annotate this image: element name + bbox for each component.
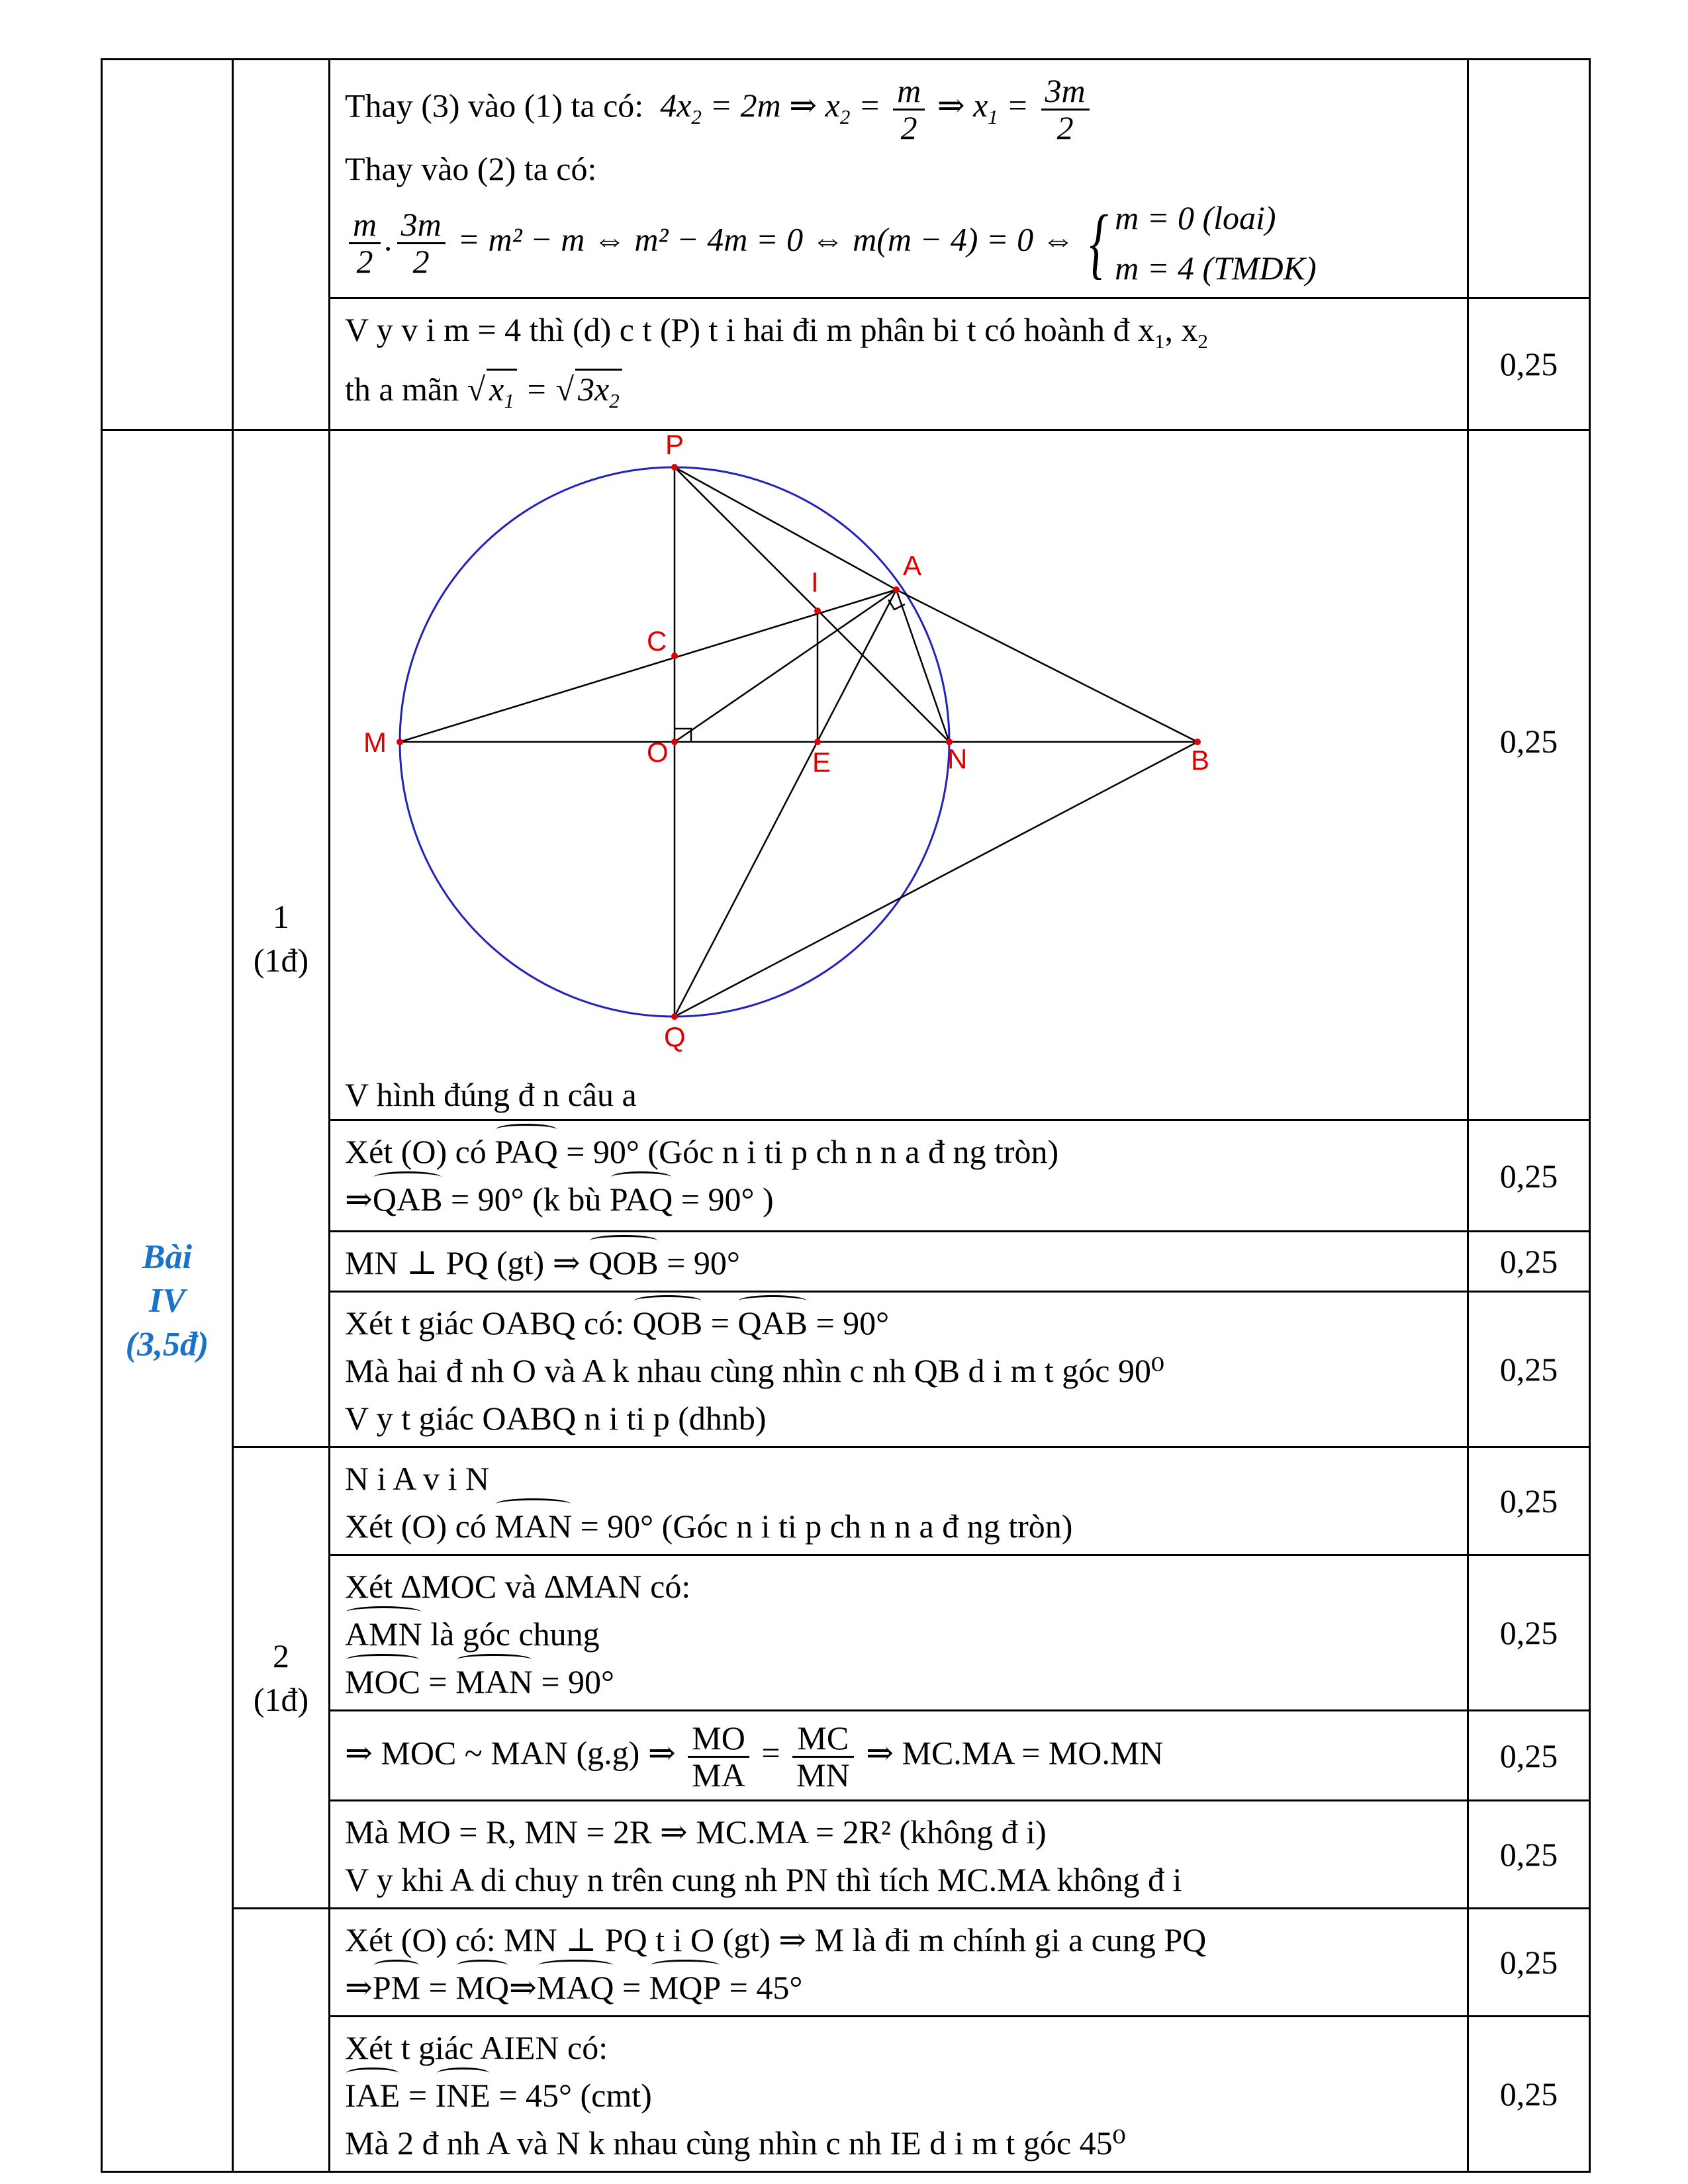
figure-cell — [330, 430, 1468, 1120]
math: x — [489, 371, 504, 408]
row1-line3: $\frac{m}{2}$ . $\frac{3m}{2}$ = m² − m ⇔ m² − 4m = 0 ⇔ m(m − 4) = 0 ⇔ { m = 0 (loai) m = 4 (TMDK) — [345, 193, 1452, 293]
angle: QOB — [633, 1299, 703, 1347]
part2-step2 — [330, 1555, 1468, 1711]
label-I: I — [811, 567, 819, 598]
angle: MAN — [455, 1658, 533, 1706]
score: 0,25 — [1468, 1232, 1590, 1292]
part2-label — [233, 1447, 330, 1909]
fraction — [792, 1721, 854, 1792]
sub: 1 — [1154, 330, 1165, 353]
bai-line1: Bài — [142, 1238, 193, 1276]
empty-cell — [102, 60, 233, 430]
line: Xét ∆MOC và ∆MAN có: — [345, 1568, 691, 1605]
figure-caption: V hình đúng đ n câu a — [345, 1076, 637, 1113]
text: là góc chung — [430, 1615, 600, 1653]
num: 3m — [397, 207, 445, 244]
text: = 90° ) — [680, 1181, 774, 1218]
line — [345, 1610, 1452, 1658]
label-Q: Q — [664, 1021, 686, 1052]
part-points: (1đ) — [253, 942, 309, 979]
sub: 1 — [504, 389, 514, 412]
line-PA — [675, 467, 896, 590]
text: = 90° — [541, 1663, 615, 1700]
math: = — [525, 371, 548, 408]
line — [345, 1658, 1452, 1706]
math: 4x — [660, 87, 692, 124]
label-A: A — [903, 550, 922, 581]
part1-label — [233, 430, 330, 1447]
den: 2 — [356, 242, 373, 280]
line: V y khi A di chuy n trên cung nh PN thì tích MC.MA không đ i — [345, 1861, 1182, 1898]
text: = — [622, 1969, 641, 2006]
angle: MQP — [649, 1964, 721, 2011]
score: 0,25 — [1468, 1120, 1590, 1232]
angle: QAB — [373, 1175, 443, 1223]
row1-line1 — [345, 73, 1452, 145]
part1-step1 — [330, 1120, 1468, 1232]
line: N i A v i N — [345, 1460, 490, 1497]
empty-cell — [1468, 60, 1590, 298]
conclusion-line2: th a mãn √ $x_1$ = √ $3x_2$ — [345, 365, 1452, 425]
label-C: C — [647, 625, 667, 657]
line — [345, 1299, 1452, 1347]
angle: PAQ — [610, 1175, 673, 1223]
sub: 2 — [691, 105, 702, 129]
geometry-figure — [330, 431, 1469, 1119]
text: ⇒ MOC ~ MAN (g.g) ⇒ — [345, 1734, 676, 1772]
conclusion-line1 — [345, 306, 1452, 365]
math: 3x — [578, 371, 610, 408]
sub: 2 — [839, 105, 851, 129]
text: Xét (O) có — [345, 1133, 487, 1170]
arc: MQ — [455, 1964, 509, 2011]
part-number: 1 — [273, 898, 289, 935]
num: MC — [792, 1721, 854, 1758]
num: m — [893, 73, 925, 111]
row1-work — [330, 60, 1468, 298]
text: = — [428, 1969, 447, 2006]
bai-label — [102, 430, 233, 2172]
case: m = 0 (loai) — [1115, 199, 1276, 236]
den: 2 — [900, 109, 917, 146]
angle: QAB — [737, 1299, 808, 1347]
fraction — [893, 73, 925, 145]
brace: { — [1089, 199, 1109, 287]
part3-step2 — [330, 2017, 1468, 2172]
line — [345, 1502, 1452, 1550]
angle: PAQ — [494, 1128, 557, 1175]
text: = — [710, 1304, 729, 1342]
math: = — [858, 87, 881, 124]
text: = 90° — [667, 1244, 740, 1281]
num: m — [349, 207, 381, 244]
line: Xét t giác AIEN có: — [345, 2029, 608, 2066]
text: = — [761, 1734, 780, 1772]
part2-step1 — [330, 1447, 1468, 1555]
label-O: O — [647, 737, 669, 768]
sub: 2 — [1197, 330, 1208, 353]
math: = 2m ⇒ x — [710, 87, 840, 124]
fraction — [397, 207, 445, 279]
part-number: 2 — [273, 1637, 289, 1674]
part-points: (1đ) — [253, 1681, 309, 1718]
text: = 90° (Góc n i ti p ch n n a đ ng tròn) — [580, 1508, 1073, 1545]
text: = 90° — [816, 1304, 890, 1342]
arc: PM — [373, 1964, 420, 2011]
text: Xét t giác OABQ có: — [345, 1304, 625, 1342]
text: th a mãn — [345, 371, 459, 408]
row1-conclusion — [330, 298, 1468, 430]
angle: AMN — [345, 1610, 422, 1658]
num: MO — [688, 1721, 749, 1758]
part1-step3 — [330, 1292, 1468, 1447]
num: 3m — [1041, 73, 1090, 111]
angle: QOB — [588, 1239, 659, 1287]
score: 0,25 — [1468, 1711, 1590, 1801]
part2-step3 — [330, 1711, 1468, 1801]
row1-line2: Thay vào (2) ta có: — [345, 150, 597, 187]
line — [345, 1964, 1452, 2011]
angle: MOC — [345, 1658, 420, 1706]
score: 0,25 — [1468, 1555, 1590, 1711]
den: 2 — [1056, 109, 1074, 146]
text: = — [428, 1663, 447, 1700]
text: Thay (3) vào (1) ta có: — [345, 87, 644, 124]
label-P: P — [665, 431, 684, 460]
score: 0,25 — [1468, 1447, 1590, 1555]
line — [345, 2071, 1452, 2119]
text: = — [408, 2077, 428, 2114]
label-E: E — [812, 747, 831, 778]
line: V y t giác OABQ n i ti p (dhnb) — [345, 1400, 767, 1437]
bai-line3: (3,5đ) — [125, 1325, 209, 1363]
math: = m² − m ⇔ m² − 4m = 0 ⇔ m(m − 4) = 0 ⇔ — [457, 220, 1075, 258]
case: m = 4 (TMDK) — [1115, 250, 1317, 287]
text: ⇒ — [508, 1969, 537, 2006]
line — [345, 1175, 1452, 1223]
fraction — [349, 207, 381, 279]
empty-cell — [233, 60, 330, 430]
score: 0,25 — [1468, 1909, 1590, 2017]
part1-step2 — [330, 1232, 1468, 1292]
label-N: N — [947, 743, 968, 774]
den: MN — [796, 1756, 850, 1794]
line-PN — [675, 467, 949, 742]
score: 0,25 — [1468, 1292, 1590, 1447]
den: 2 — [412, 242, 430, 280]
angle: INE — [436, 2071, 491, 2119]
part3-label — [233, 1909, 330, 2172]
system — [1115, 193, 1317, 293]
angle: IAE — [345, 2071, 400, 2119]
line-QB — [675, 742, 1197, 1017]
den: MA — [692, 1756, 745, 1794]
text: ⇒ — [345, 1969, 373, 2006]
score: 0,25 — [1468, 430, 1590, 1120]
text: = 45° — [729, 1969, 803, 2006]
text: ⇒ MC.MA = MO.MN — [866, 1734, 1164, 1772]
math: ⇒ x — [937, 87, 988, 124]
fraction — [688, 1721, 749, 1792]
line-MA — [400, 590, 896, 742]
text: = 90° (k bù — [450, 1181, 602, 1218]
text: V y v i m = 4 thì (d) c t (P) t i hai đi m phân bi t có hoành đ x — [345, 311, 1154, 348]
text: = 90° (Góc n i ti p ch n n a đ ng tròn) — [566, 1133, 1059, 1170]
line: Mà hai đ nh O và A k nhau cùng nhìn c nh QB d i m t góc 90⁰ — [345, 1352, 1164, 1389]
part3-step1 — [330, 1909, 1468, 2017]
line: Mà MO = R, MN = 2R ⇒ MC.MA = 2R² (không đ i) — [345, 1813, 1047, 1850]
sub: 2 — [609, 389, 620, 412]
text: Xét (O) có — [345, 1508, 487, 1545]
line: Xét (O) có: MN ⊥ PQ t i O (gt) ⇒ M là đi m chính gi a cung PQ — [345, 1921, 1207, 1958]
text: , x — [1164, 311, 1198, 348]
line — [345, 1128, 1452, 1175]
line-OA — [675, 590, 896, 742]
score: 0,25 — [1468, 2017, 1590, 2172]
line-QA — [675, 590, 896, 1017]
part2-step4 — [330, 1801, 1468, 1909]
line: Mà 2 đ nh A và N k nhau cùng nhìn c nh IE d i m t góc 45⁰ — [345, 2124, 1126, 2161]
fraction — [1041, 73, 1090, 145]
angle: MAQ — [537, 1964, 614, 2011]
solution-table — [101, 58, 1591, 2173]
bai-line2: IV — [149, 1281, 185, 1320]
angle: MAN — [494, 1502, 572, 1550]
math: = — [1006, 87, 1029, 124]
text: MN ⊥ PQ (gt) ⇒ — [345, 1244, 581, 1281]
score: 0,25 — [1468, 298, 1590, 430]
text: = 45° (cmt) — [498, 2077, 652, 2114]
text: ⇒ — [345, 1181, 373, 1218]
sub: 1 — [988, 105, 998, 129]
label-B: B — [1191, 745, 1210, 776]
score: 0,25 — [1468, 1801, 1590, 1909]
label-M: M — [363, 727, 387, 758]
